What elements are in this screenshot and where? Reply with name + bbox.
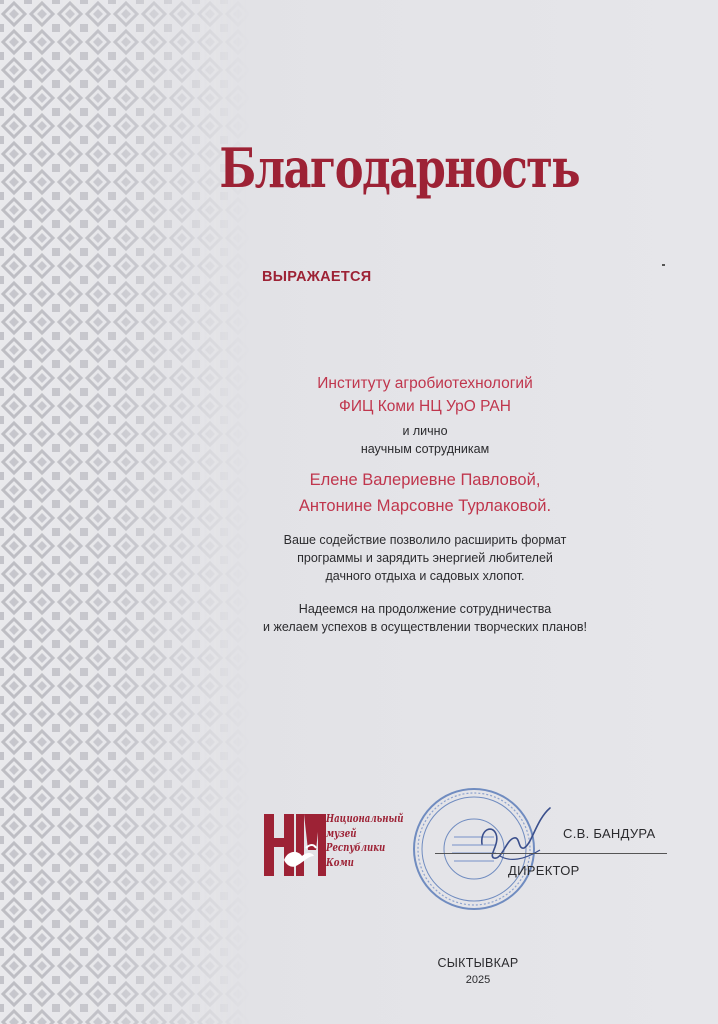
logo-line-1: Национальный — [326, 812, 404, 825]
expresses-label: ВЫРАЖАЕТСЯ — [262, 269, 372, 285]
message-2-line-2: и желаем успехов в осуществлении творческих планов! — [263, 620, 587, 634]
recipient-line-1: Институту агробиотехнологий — [317, 375, 533, 392]
director-title: ДИРЕКТОР — [508, 863, 580, 878]
paper-speck — [662, 264, 665, 266]
logo-line-2: музей — [326, 826, 357, 840]
message-1-line-3: дачного отдыха и садовых хлопот. — [325, 569, 525, 583]
logo-line-3: Республики — [326, 841, 386, 854]
director-name: С.В. БАНДУРА — [563, 826, 656, 841]
signature-line — [435, 853, 667, 854]
person-name-1: Елене Валериевне Павловой, — [309, 471, 541, 489]
logo-line-4: Коми — [326, 855, 354, 869]
personally-text: и лично — [402, 424, 448, 438]
certificate-title: Благодарность — [219, 136, 580, 200]
recipient-line-2: ФИЦ Коми НЦ УрО РАН — [339, 398, 511, 415]
staff-text: научным сотрудникам — [360, 442, 490, 456]
message-1-line-2: программы и зарядить энергией любителей — [297, 551, 553, 565]
message-1-line-1: Ваше содействие позволило расширить формат — [283, 533, 567, 547]
city-label: СЫКТЫВКАР — [437, 956, 519, 970]
message-2-line-1: Надеемся на продолжение сотрудничества — [298, 602, 552, 616]
person-name-2: Антонине Марсовне Турлаковой. — [298, 497, 552, 515]
museum-logo-text — [326, 812, 404, 870]
year-label: 2025 — [465, 974, 491, 986]
